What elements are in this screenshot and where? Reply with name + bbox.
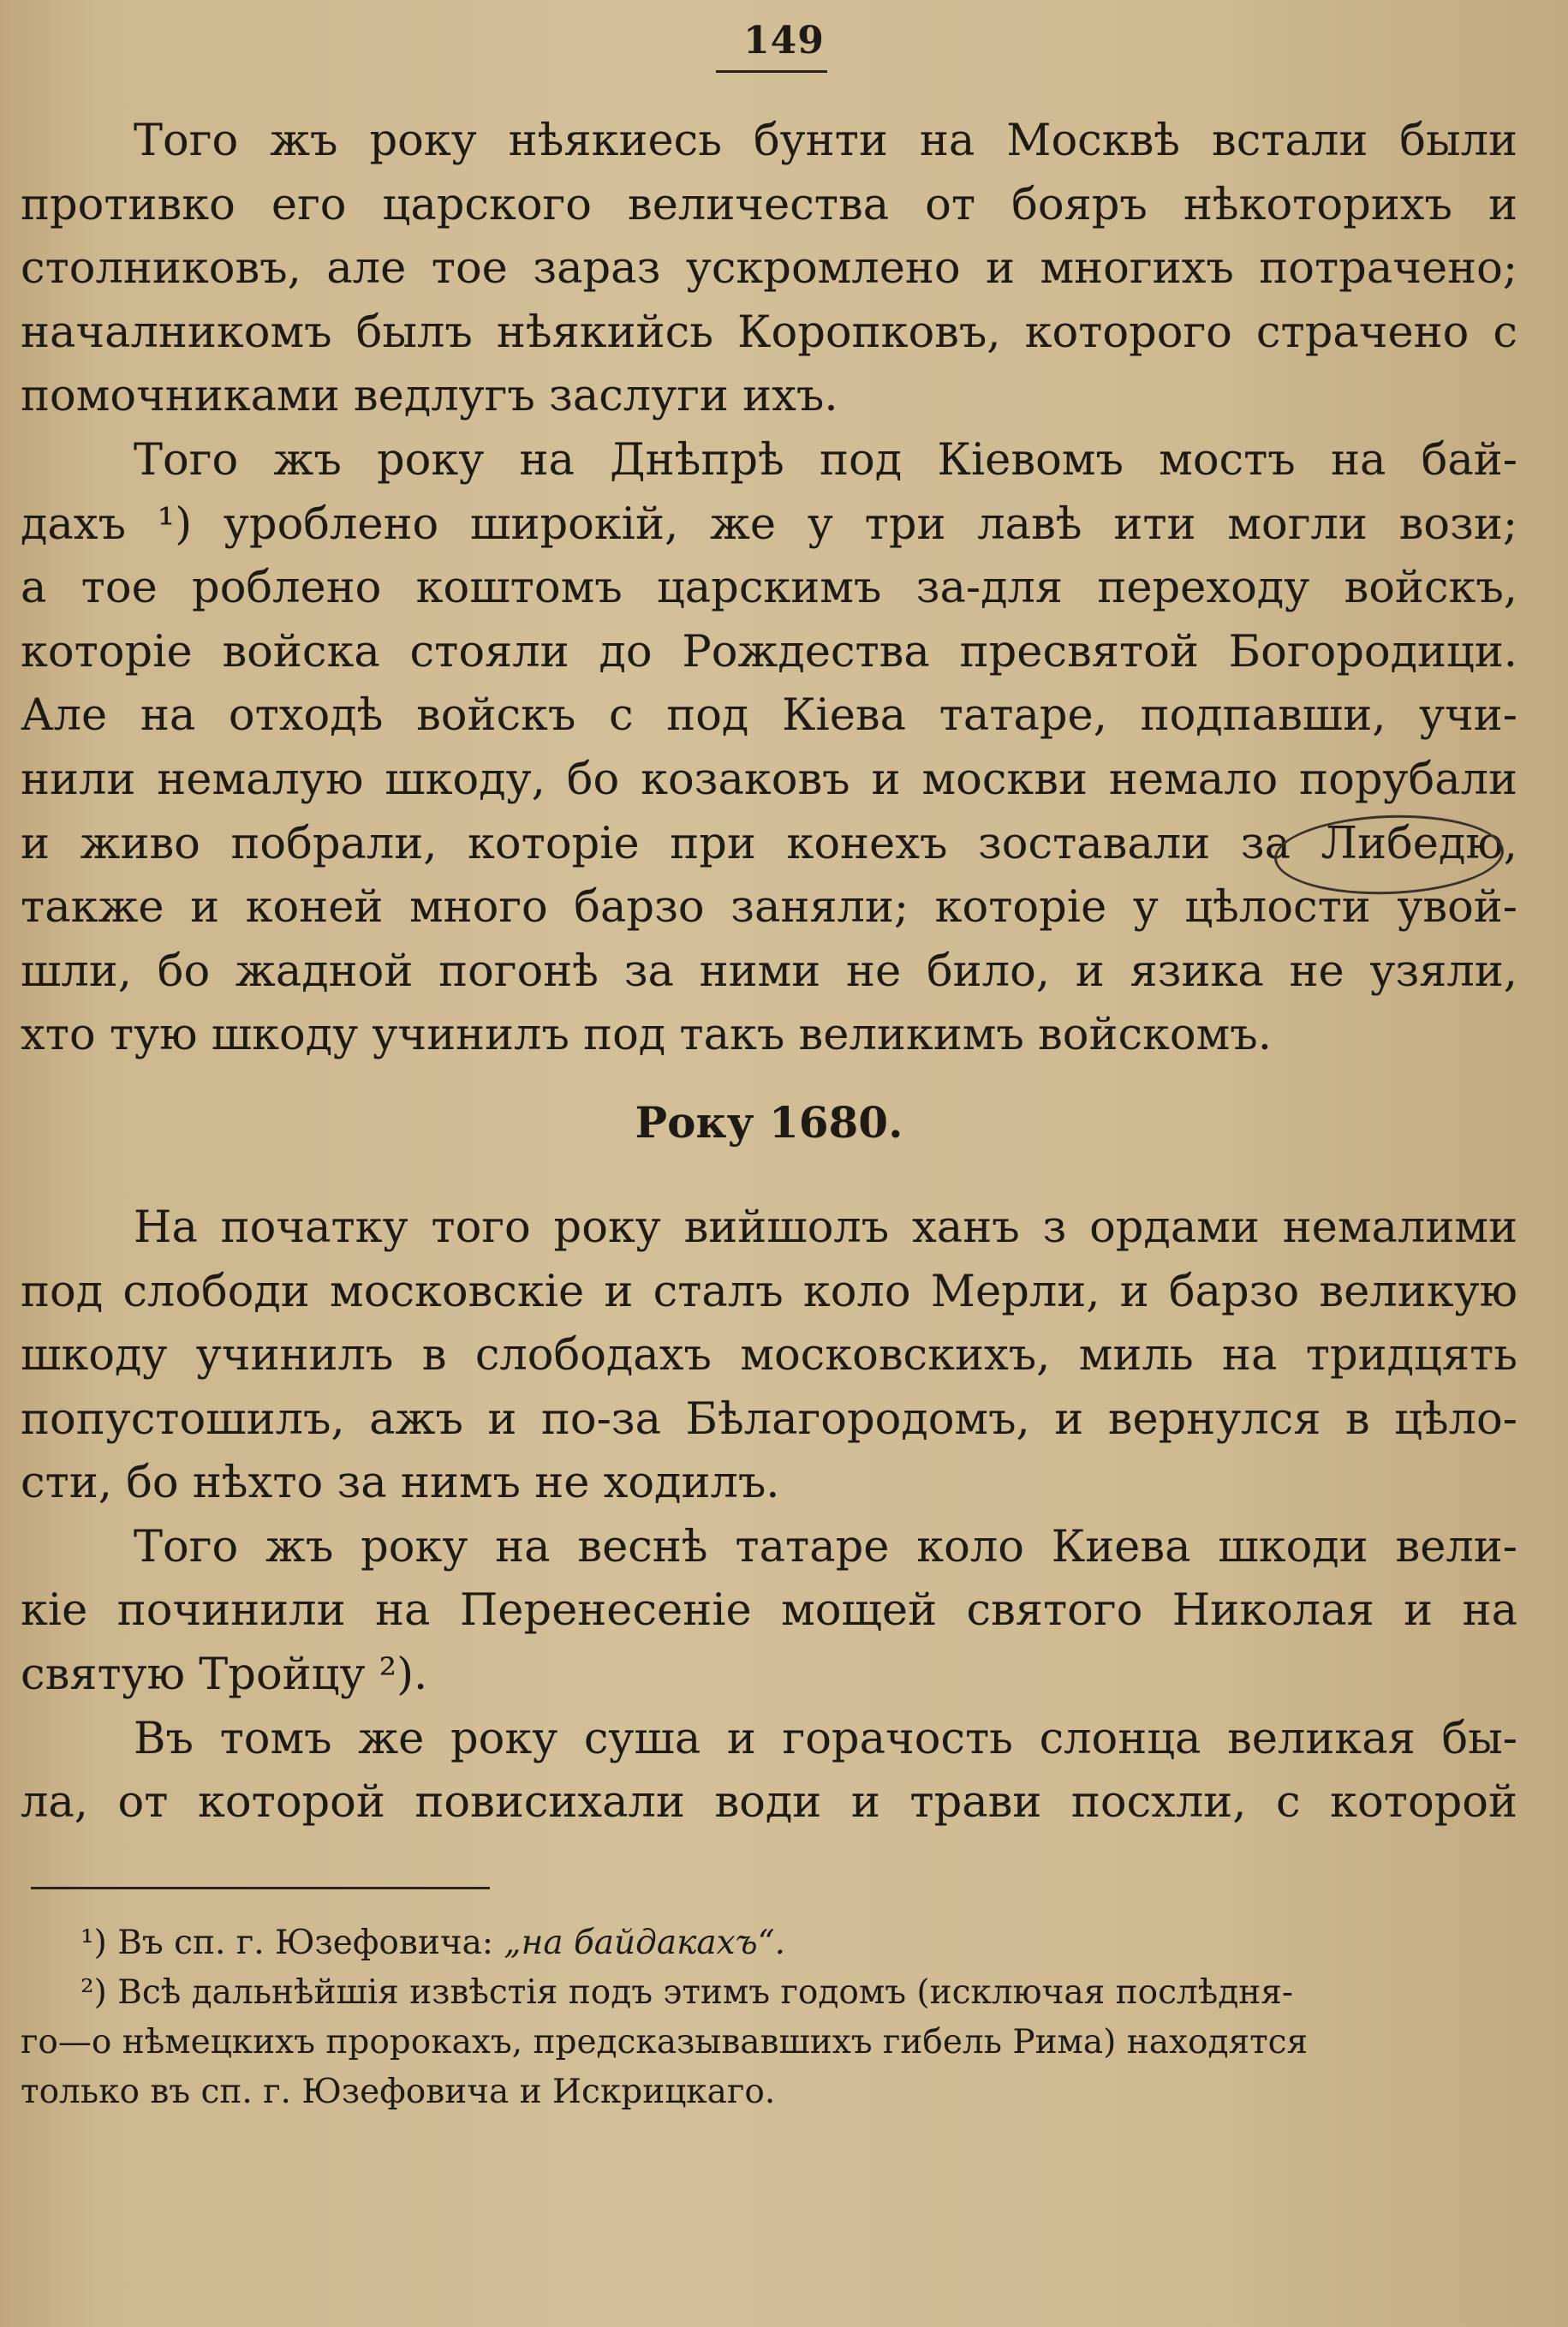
text-line: хто тую шкоду учинилъ под такъ великимъ войскомъ. [21,1010,1272,1061]
footnote-2-line-2: го—о нѣмецкихъ пророкахъ, предсказывавшихъ гибель Рима) находятся [21,2023,1309,2061]
text-line: и живо побрали, которіе при конехъ зоставали за Либедю, [21,818,1517,869]
paragraphs-after-heading [21,1196,1517,1835]
text-line: а тое роблено коштомъ царскимъ за-для переходу войскъ, [21,563,1517,614]
text-line: попустошилъ, ажъ и по-за Бѣлагородомъ, и вернулся в цѣло- [21,1393,1517,1445]
text-line: также и коней много барзо заняли; которіе у цѣлости увой- [21,882,1517,934]
text-line: шкоду учинилъ в слободахъ московскихъ, миль на тридцять [21,1330,1517,1381]
text-line: ла, от которой повисихали води и трави посхли, с которой [21,1777,1517,1829]
text-line: Въ томъ же року суша и горачость слонца великая бы- [134,1713,1517,1764]
section-heading: Року 1680. [635,1096,903,1148]
footnote-1 [21,1918,1476,1968]
text-line: Але на отходѣ войскъ с под Кіева татаре, подпавши, учи- [21,690,1517,742]
text-line: нили немалую шкоду, бо козаковъ и москви немало порубали [21,754,1517,805]
footnote-1-quote: „на байдакахъ“. [504,1924,785,1962]
text-line: которіе войска стояли до Рождества пресвятой Богородици. [21,626,1517,677]
text-line: Того жъ року на Днѣпрѣ под Кіевомъ мостъ на бай- [134,434,1517,486]
footnote-1-text: Въ сп. г. Юзефовича: [117,1924,494,1962]
footnote-2-line-1: ²) Всѣ дальнѣйшія извѣстія подъ этимъ годомъ (исключая послѣдня- [80,1973,1293,2012]
text-line: кіе починили на Перенесеніе мощей святого Николая и на [21,1585,1517,1637]
page-number: 149 [743,19,825,63]
text-line: столниковъ, але тое зараз ускромлено и многихъ потрачено; [21,243,1517,295]
text-line: противко его царского величества от бояръ нѣкоторихъ и [21,179,1517,230]
footnote-separator [31,1887,490,1889]
text-line: Того жъ року нѣякиесь бунти на Москвѣ встали были [134,116,1517,166]
text-line: шли, бо жадной погонѣ за ними не било, и язика не узяли, [21,946,1517,997]
text-line: святую Тройцу ²). [21,1650,428,1701]
footnote-1-mark: ¹) [80,1924,107,1962]
text-line: помочниками ведлугъ заслуги ихъ. [21,371,838,422]
footnotes [21,1918,1476,2117]
paragraphs-before-heading [21,110,1517,1068]
text-line: дахъ ¹) уроблено широкій, же у три лавѣ ити могли вози; [21,498,1517,550]
text-line: под слободи московскіе и сталъ коло Мерли, и барзо великую [21,1266,1517,1317]
text-line: началникомъ былъ нѣякийсь Коропковъ, которого страчено с [21,307,1517,358]
footnote-2-line-3: только въ сп. г. Юзефовича и Искрицкаго. [21,2073,776,2111]
main-text [21,110,1517,1835]
text-line: Того жъ року на веснѣ татаре коло Киева шкоди вели- [134,1521,1517,1572]
text-line: сти, бо нѣхто за нимъ не ходилъ. [21,1458,780,1509]
text-line: На початку того року вийшолъ ханъ з ордами немалими [134,1202,1517,1253]
page-number-underline [716,70,827,73]
